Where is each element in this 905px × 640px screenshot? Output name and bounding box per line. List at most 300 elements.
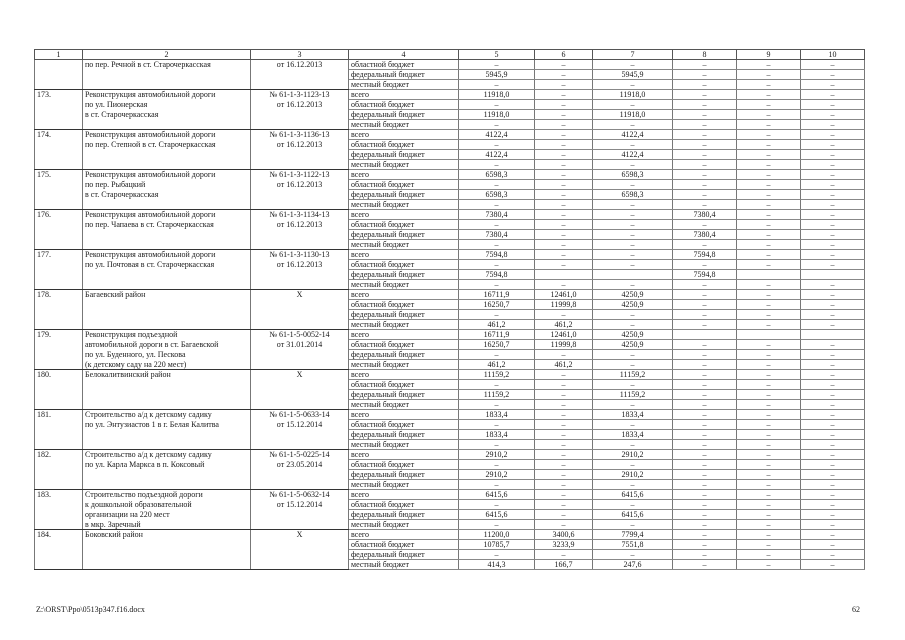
amount-cell: – xyxy=(535,450,593,460)
item-number-cell: 177. xyxy=(35,250,83,260)
document-ref-cell: от 15.12.2014 xyxy=(251,420,349,430)
amount-cell: 2910,2 xyxy=(593,470,673,480)
object-name-cell xyxy=(83,540,251,550)
funding-source-cell: областной бюджет xyxy=(349,500,459,510)
document-ref-cell xyxy=(251,240,349,250)
amount-cell: – xyxy=(535,310,593,320)
item-number-cell xyxy=(35,540,83,550)
object-name-cell: Белокалитвинский район xyxy=(83,370,251,380)
funding-source-cell: местный бюджет xyxy=(349,120,459,130)
amount-cell: 6598,3 xyxy=(459,190,535,200)
document-ref-cell: от 16.12.2013 xyxy=(251,140,349,150)
amount-cell: – xyxy=(535,240,593,250)
document-ref-cell xyxy=(251,520,349,530)
table-row xyxy=(35,420,865,430)
amount-cell: – xyxy=(737,320,801,330)
amount-cell: – xyxy=(801,470,865,480)
amount-cell: – xyxy=(673,480,737,490)
amount-cell: – xyxy=(801,230,865,240)
amount-cell: – xyxy=(673,290,737,300)
object-name-cell xyxy=(83,430,251,440)
funding-source-cell: областной бюджет xyxy=(349,140,459,150)
amount-cell: 1833,4 xyxy=(459,430,535,440)
amount-cell: – xyxy=(593,230,673,240)
item-number-cell xyxy=(35,340,83,350)
item-number-cell: 184. xyxy=(35,530,83,540)
item-number-cell xyxy=(35,240,83,250)
amount-cell: 4122,4 xyxy=(593,150,673,160)
item-number-cell xyxy=(35,180,83,190)
amount-cell: – xyxy=(593,280,673,290)
amount-cell: – xyxy=(535,550,593,560)
funding-source-cell: федеральный бюджет xyxy=(349,110,459,120)
item-number-cell xyxy=(35,380,83,390)
document-ref-cell xyxy=(251,540,349,550)
amount-cell: – xyxy=(593,380,673,390)
object-name-cell xyxy=(83,240,251,250)
item-number-cell xyxy=(35,140,83,150)
amount-cell: – xyxy=(673,560,737,570)
amount-cell: 7551,8 xyxy=(593,540,673,550)
object-name-cell xyxy=(83,300,251,310)
amount-cell: – xyxy=(737,190,801,200)
amount-cell: – xyxy=(801,400,865,410)
amount-cell: – xyxy=(459,140,535,150)
object-name-cell xyxy=(83,550,251,560)
table-row xyxy=(35,290,865,300)
table-row xyxy=(35,70,865,80)
amount-cell: – xyxy=(801,290,865,300)
object-name-cell: в ст. Старочеркасская xyxy=(83,190,251,200)
amount-cell: – xyxy=(535,380,593,390)
amount-cell: – xyxy=(801,460,865,470)
amount-cell: – xyxy=(801,390,865,400)
amount-cell: – xyxy=(801,430,865,440)
funding-source-cell: местный бюджет xyxy=(349,560,459,570)
amount-cell: – xyxy=(673,140,737,150)
amount-cell: – xyxy=(737,230,801,240)
amount-cell: – xyxy=(593,200,673,210)
object-name-cell: по ул. Пионерская xyxy=(83,100,251,110)
amount-cell: – xyxy=(459,280,535,290)
amount-cell: – xyxy=(737,490,801,500)
document-ref-cell: № 61-1-3-1122-13 xyxy=(251,170,349,180)
amount-cell: – xyxy=(535,120,593,130)
budget-table xyxy=(34,49,865,570)
amount-cell: 4250,9 xyxy=(593,330,673,340)
funding-source-cell: федеральный бюджет xyxy=(349,350,459,360)
amount-cell: – xyxy=(737,400,801,410)
funding-source-cell: областной бюджет xyxy=(349,180,459,190)
amount-cell: – xyxy=(801,180,865,190)
funding-source-cell: областной бюджет xyxy=(349,100,459,110)
table-row xyxy=(35,540,865,550)
document-ref-cell: от 23.05.2014 xyxy=(251,460,349,470)
object-name-cell: по ул. Буденного, ул. Пескова xyxy=(83,350,251,360)
footer-file-path: Z:\ORST\Ppo\0513p347.f16.docx xyxy=(36,605,145,614)
document-ref-cell xyxy=(251,380,349,390)
item-number-cell xyxy=(35,200,83,210)
item-number-cell xyxy=(35,510,83,520)
amount-cell: – xyxy=(459,260,535,270)
item-number-cell xyxy=(35,310,83,320)
funding-source-cell: областной бюджет xyxy=(349,380,459,390)
item-number-cell: 181. xyxy=(35,410,83,420)
column-header-5: 5 xyxy=(459,50,535,60)
amount-cell: 5945,9 xyxy=(593,70,673,80)
amount-cell: – xyxy=(535,170,593,180)
amount-cell: – xyxy=(737,220,801,230)
amount-cell: – xyxy=(801,110,865,120)
amount-cell: – xyxy=(593,550,673,560)
amount-cell: – xyxy=(737,310,801,320)
amount-cell xyxy=(737,270,801,280)
amount-cell: – xyxy=(459,440,535,450)
amount-cell: – xyxy=(535,490,593,500)
item-number-cell xyxy=(35,190,83,200)
amount-cell: – xyxy=(593,80,673,90)
document-ref-cell: от 31.01.2014 xyxy=(251,340,349,350)
table-row xyxy=(35,180,865,190)
document-ref-cell xyxy=(251,430,349,440)
funding-source-cell: местный бюджет xyxy=(349,240,459,250)
amount-cell: – xyxy=(673,540,737,550)
document-ref-cell: № 61-1-3-1136-13 xyxy=(251,130,349,140)
table-row xyxy=(35,400,865,410)
table-row xyxy=(35,80,865,90)
amount-cell: – xyxy=(737,60,801,70)
funding-source-cell: областной бюджет xyxy=(349,60,459,70)
amount-cell: – xyxy=(673,180,737,190)
amount-cell: – xyxy=(535,90,593,100)
amount-cell: 11918,0 xyxy=(459,90,535,100)
amount-cell: – xyxy=(459,60,535,70)
amount-cell: – xyxy=(535,80,593,90)
amount-cell: – xyxy=(737,110,801,120)
funding-source-cell: федеральный бюджет xyxy=(349,510,459,520)
amount-cell: – xyxy=(673,350,737,360)
amount-cell: – xyxy=(801,550,865,560)
object-name-cell xyxy=(83,150,251,160)
amount-cell: – xyxy=(801,210,865,220)
document-ref-cell xyxy=(251,470,349,480)
document-ref-cell: от 16.12.2013 xyxy=(251,220,349,230)
amount-cell: – xyxy=(801,360,865,370)
amount-cell xyxy=(673,330,737,340)
amount-cell: – xyxy=(737,380,801,390)
amount-cell: 7799,4 xyxy=(593,530,673,540)
amount-cell: – xyxy=(535,280,593,290)
item-number-cell xyxy=(35,560,83,570)
amount-cell: – xyxy=(737,130,801,140)
table-row xyxy=(35,100,865,110)
amount-cell: – xyxy=(535,500,593,510)
amount-cell: – xyxy=(673,220,737,230)
document-ref-cell xyxy=(251,150,349,160)
funding-source-cell: всего xyxy=(349,530,459,540)
document-ref-cell xyxy=(251,200,349,210)
item-number-cell xyxy=(35,300,83,310)
amount-cell: 16711,9 xyxy=(459,290,535,300)
amount-cell: – xyxy=(593,310,673,320)
funding-source-cell: всего xyxy=(349,90,459,100)
item-number-cell: 173. xyxy=(35,90,83,100)
document-ref-cell xyxy=(251,560,349,570)
table-row xyxy=(35,220,865,230)
amount-cell: – xyxy=(535,60,593,70)
amount-cell: – xyxy=(801,140,865,150)
amount-cell: 16250,7 xyxy=(459,300,535,310)
amount-cell: – xyxy=(673,430,737,440)
amount-cell: – xyxy=(737,550,801,560)
amount-cell: – xyxy=(593,220,673,230)
table-row xyxy=(35,310,865,320)
amount-cell: – xyxy=(593,360,673,370)
document-ref-cell: от 15.12.2014 xyxy=(251,500,349,510)
table-row xyxy=(35,60,865,70)
amount-cell: – xyxy=(737,510,801,520)
amount-cell: – xyxy=(801,500,865,510)
amount-cell: – xyxy=(801,60,865,70)
amount-cell: 461,2 xyxy=(459,320,535,330)
amount-cell: – xyxy=(737,370,801,380)
amount-cell: – xyxy=(535,260,593,270)
amount-cell: – xyxy=(535,230,593,240)
amount-cell: – xyxy=(535,510,593,520)
amount-cell: – xyxy=(535,110,593,120)
amount-cell: – xyxy=(801,220,865,230)
document-ref-cell: № 61-1-5-0225-14 xyxy=(251,450,349,460)
object-name-cell: по пер. Рыбацкий xyxy=(83,180,251,190)
amount-cell: 166,7 xyxy=(535,560,593,570)
amount-cell: – xyxy=(673,510,737,520)
amount-cell: – xyxy=(673,110,737,120)
item-number-cell xyxy=(35,220,83,230)
table-row xyxy=(35,520,865,530)
document-ref-cell xyxy=(251,480,349,490)
amount-cell: – xyxy=(459,120,535,130)
amount-cell: – xyxy=(593,180,673,190)
amount-cell: – xyxy=(737,250,801,260)
amount-cell: – xyxy=(737,90,801,100)
document-ref-cell: Х xyxy=(251,290,349,300)
amount-cell: – xyxy=(673,120,737,130)
amount-cell: 11999,8 xyxy=(535,300,593,310)
amount-cell: 4122,4 xyxy=(459,150,535,160)
amount-cell: – xyxy=(673,390,737,400)
amount-cell: – xyxy=(459,550,535,560)
amount-cell: – xyxy=(535,520,593,530)
amount-cell: – xyxy=(737,240,801,250)
object-name-cell: Реконструкция автомобильной дороги xyxy=(83,250,251,260)
object-name-cell: (к детскому саду на 220 мест) xyxy=(83,360,251,370)
amount-cell: – xyxy=(801,380,865,390)
item-number-cell xyxy=(35,470,83,480)
amount-cell: – xyxy=(459,310,535,320)
amount-cell: – xyxy=(593,60,673,70)
amount-cell: – xyxy=(535,350,593,360)
amount-cell: – xyxy=(737,460,801,470)
amount-cell: – xyxy=(459,400,535,410)
amount-cell xyxy=(801,330,865,340)
amount-cell: – xyxy=(737,420,801,430)
object-name-cell: по пер. Чапаева в ст. Старочеркасская xyxy=(83,220,251,230)
funding-source-cell: федеральный бюджет xyxy=(349,430,459,440)
amount-cell xyxy=(801,270,865,280)
amount-cell: – xyxy=(673,90,737,100)
table-row xyxy=(35,230,865,240)
table-row xyxy=(35,270,865,280)
amount-cell: 2910,2 xyxy=(593,450,673,460)
table-row xyxy=(35,410,865,420)
item-number-cell xyxy=(35,270,83,280)
amount-cell xyxy=(535,270,593,280)
amount-cell: – xyxy=(593,520,673,530)
funding-source-cell: всего xyxy=(349,330,459,340)
table-row xyxy=(35,120,865,130)
funding-source-cell: областной бюджет xyxy=(349,340,459,350)
amount-cell: – xyxy=(801,240,865,250)
amount-cell: – xyxy=(593,140,673,150)
table-row xyxy=(35,90,865,100)
table-row xyxy=(35,330,865,340)
amount-cell xyxy=(737,330,801,340)
amount-cell: – xyxy=(801,200,865,210)
amount-cell: – xyxy=(801,300,865,310)
amount-cell: – xyxy=(459,480,535,490)
amount-cell: – xyxy=(535,480,593,490)
amount-cell: 3400,6 xyxy=(535,530,593,540)
object-name-cell xyxy=(83,230,251,240)
amount-cell: – xyxy=(737,350,801,360)
document-ref-cell: Х xyxy=(251,530,349,540)
document-ref-cell xyxy=(251,550,349,560)
amount-cell: – xyxy=(801,310,865,320)
amount-cell: – xyxy=(737,470,801,480)
funding-source-cell: местный бюджет xyxy=(349,440,459,450)
object-name-cell: организации на 220 мест xyxy=(83,510,251,520)
object-name-cell: по ул. Карла Маркса в п. Коксовый xyxy=(83,460,251,470)
amount-cell: – xyxy=(459,460,535,470)
funding-source-cell: местный бюджет xyxy=(349,480,459,490)
object-name-cell xyxy=(83,120,251,130)
amount-cell: – xyxy=(535,470,593,480)
amount-cell: – xyxy=(737,260,801,270)
table-row xyxy=(35,250,865,260)
amount-cell: – xyxy=(673,160,737,170)
document-ref-cell: Х xyxy=(251,370,349,380)
amount-cell: – xyxy=(593,210,673,220)
amount-cell: – xyxy=(673,360,737,370)
amount-cell: – xyxy=(459,180,535,190)
amount-cell: – xyxy=(459,200,535,210)
object-name-cell: Строительство подъездной дороги xyxy=(83,490,251,500)
funding-source-cell: областной бюджет xyxy=(349,220,459,230)
amount-cell: – xyxy=(673,300,737,310)
object-name-cell: в мкр. Заречный xyxy=(83,520,251,530)
funding-source-cell: областной бюджет xyxy=(349,540,459,550)
funding-source-cell: областной бюджет xyxy=(349,300,459,310)
amount-cell: – xyxy=(673,60,737,70)
object-name-cell: по ул. Почтовая в ст. Старочеркасская xyxy=(83,260,251,270)
column-header-4: 4 xyxy=(349,50,459,60)
amount-cell: 10785,7 xyxy=(459,540,535,550)
document-ref-cell xyxy=(251,160,349,170)
table-row xyxy=(35,200,865,210)
amount-cell: 11159,2 xyxy=(459,390,535,400)
amount-cell: 11918,0 xyxy=(459,110,535,120)
amount-cell: – xyxy=(535,140,593,150)
table-row xyxy=(35,260,865,270)
table-row xyxy=(35,370,865,380)
funding-source-cell: федеральный бюджет xyxy=(349,390,459,400)
amount-cell: – xyxy=(673,100,737,110)
funding-source-cell: всего xyxy=(349,170,459,180)
item-number-cell: 183. xyxy=(35,490,83,500)
amount-cell: – xyxy=(801,320,865,330)
table-row xyxy=(35,140,865,150)
item-number-cell xyxy=(35,320,83,330)
funding-source-cell: местный бюджет xyxy=(349,520,459,530)
table-row xyxy=(35,480,865,490)
funding-source-cell: всего xyxy=(349,370,459,380)
amount-cell: 247,6 xyxy=(593,560,673,570)
amount-cell: – xyxy=(737,200,801,210)
object-name-cell: Реконструкция подъездной xyxy=(83,330,251,340)
amount-cell: – xyxy=(801,340,865,350)
amount-cell: – xyxy=(673,470,737,480)
table-row xyxy=(35,360,865,370)
document-ref-cell xyxy=(251,400,349,410)
column-header-8: 8 xyxy=(673,50,737,60)
amount-cell: – xyxy=(673,460,737,470)
amount-cell: 5945,9 xyxy=(459,70,535,80)
amount-cell: – xyxy=(801,370,865,380)
amount-cell: – xyxy=(737,560,801,570)
funding-source-cell: местный бюджет xyxy=(349,400,459,410)
document-ref-cell xyxy=(251,440,349,450)
amount-cell: 4122,4 xyxy=(593,130,673,140)
object-name-cell: к дошкольной образовательной xyxy=(83,500,251,510)
funding-source-cell: местный бюджет xyxy=(349,200,459,210)
funding-source-cell: областной бюджет xyxy=(349,460,459,470)
document-ref-cell xyxy=(251,280,349,290)
amount-cell: 2910,2 xyxy=(459,450,535,460)
amount-cell: – xyxy=(801,520,865,530)
amount-cell: – xyxy=(535,430,593,440)
amount-cell: – xyxy=(737,440,801,450)
item-number-cell xyxy=(35,280,83,290)
table-row xyxy=(35,430,865,440)
object-name-cell: Боковский район xyxy=(83,530,251,540)
amount-cell: – xyxy=(535,390,593,400)
amount-cell: – xyxy=(673,410,737,420)
document-ref-cell xyxy=(251,70,349,80)
table-row xyxy=(35,530,865,540)
column-number-header-row xyxy=(35,50,865,60)
document-ref-cell xyxy=(251,80,349,90)
amount-cell: – xyxy=(459,240,535,250)
amount-cell: – xyxy=(801,70,865,80)
object-name-cell: в ст. Старочеркасская xyxy=(83,110,251,120)
column-header-3: 3 xyxy=(251,50,349,60)
object-name-cell: по ул. Энтузиастов 1 в г. Белая Калитва xyxy=(83,420,251,430)
amount-cell: – xyxy=(535,250,593,260)
amount-cell: 6415,6 xyxy=(459,510,535,520)
table-row xyxy=(35,190,865,200)
amount-cell: – xyxy=(535,410,593,420)
amount-cell: – xyxy=(737,160,801,170)
